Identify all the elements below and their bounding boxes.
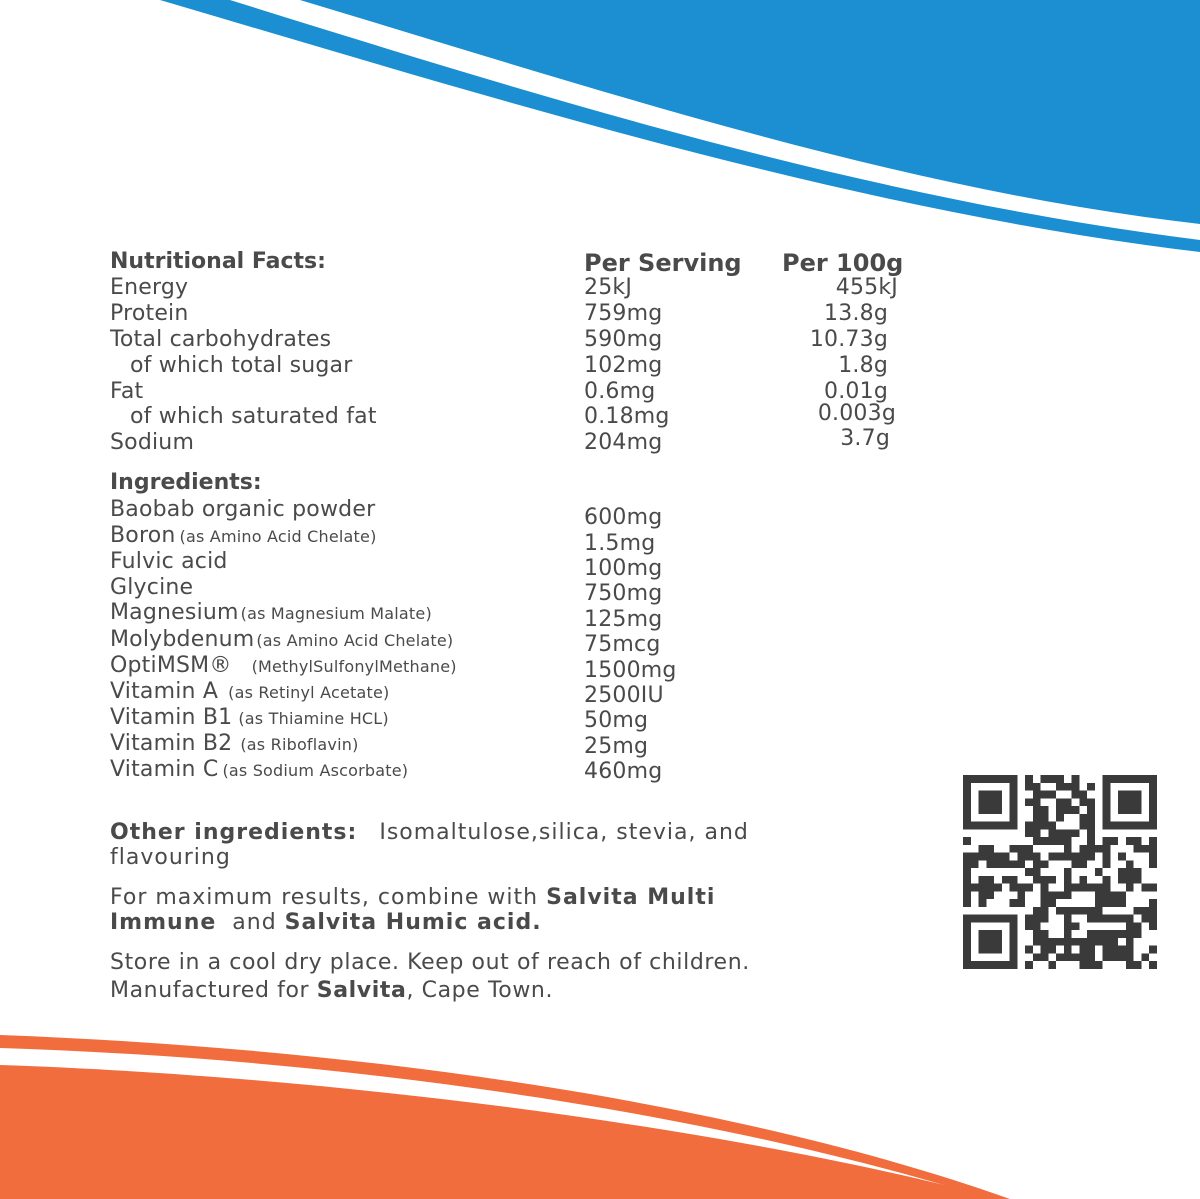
- ingredient-name: Fulvic acid: [110, 549, 228, 574]
- ingredient-amount: 1500mg: [584, 658, 677, 683]
- per-serving-value: 25kJ: [584, 275, 633, 300]
- product-multi-immune-part1: Salvita Multi: [546, 885, 716, 910]
- ingredient-amount: 125mg: [584, 607, 663, 632]
- ingredient-amount: 100mg: [584, 556, 663, 581]
- ingredient-amount: 1.5mg: [584, 531, 656, 556]
- ingredient-amount: 25mg: [584, 734, 649, 759]
- per-100g-header: Per 100g: [782, 249, 904, 277]
- per-100g-value: 13.8g: [824, 301, 888, 326]
- top-blue-wave: [0, 0, 1200, 260]
- product-humic-acid: Salvita Humic acid.: [284, 910, 542, 935]
- nutrition-title: Nutritional Facts:: [110, 249, 326, 274]
- nutrient-label: of which total sugar: [130, 353, 353, 378]
- bottom-orange-wave: [0, 1030, 1200, 1199]
- ingredient-name: Vitamin B1: [110, 705, 233, 730]
- per-serving-value: 759mg: [584, 301, 663, 326]
- ingredient-amount: 50mg: [584, 708, 649, 733]
- ingredient-name: Vitamin B2: [110, 731, 233, 756]
- nutrient-label: Energy: [110, 275, 189, 300]
- ingredient-note: (MethylSulfonylMethane): [251, 657, 457, 676]
- ingredient-name: Magnesium: [110, 600, 239, 625]
- combine-prefix: For maximum results, combine with: [110, 885, 539, 910]
- ingredient-note: (as Magnesium Malate): [240, 604, 432, 623]
- per-100g-value: 455kJ: [835, 275, 898, 300]
- qr-code-icon[interactable]: [963, 775, 1157, 969]
- ingredient-note: (as Retinyl Acetate): [228, 683, 390, 702]
- ingredient-note: (as Thiamine HCL): [238, 709, 389, 728]
- per-100g-value: 0.003g: [817, 401, 896, 426]
- nutrient-label: Sodium: [110, 430, 195, 455]
- other-ingredients-label: Other ingredients:: [110, 820, 358, 845]
- per-serving-value: 102mg: [584, 353, 663, 378]
- ingredient-note: (as Amino Acid Chelate): [179, 527, 377, 546]
- storage-instructions: Store in a cool dry place. Keep out of reach of children.: [110, 950, 750, 975]
- nutrient-label: Protein: [110, 301, 189, 326]
- per-100g-value: 3.7g: [840, 426, 890, 451]
- other-ingredients-text: Isomaltulose,silica, stevia, and: [379, 820, 749, 845]
- ingredient-name: Baobab organic powder: [110, 497, 376, 522]
- ingredients-title: Ingredients:: [110, 470, 262, 495]
- ingredient-name: Boron: [110, 523, 176, 548]
- per-100g-value: 10.73g: [809, 327, 888, 352]
- ingredient-name: Glycine: [110, 575, 194, 600]
- per-serving-value: 590mg: [584, 327, 663, 352]
- top-wave-shape: [300, 0, 1200, 224]
- per-100g-value: 1.8g: [838, 353, 888, 378]
- ingredient-amount: 460mg: [584, 759, 663, 784]
- manufactured-prefix: Manufactured for: [110, 978, 310, 1003]
- ingredient-note: (as Riboflavin): [240, 735, 359, 754]
- ingredient-amount: 750mg: [584, 581, 663, 606]
- per-100g-value: 0.01g: [824, 379, 888, 404]
- ingredient-name: Vitamin C: [110, 757, 219, 782]
- other-ingredients-line1: [110, 822, 749, 844]
- per-serving-value: 0.18mg: [584, 404, 670, 429]
- per-serving-header: Per Serving: [584, 249, 742, 277]
- ingredient-note: (as Sodium Ascorbate): [222, 761, 409, 780]
- ingredient-amount: 75mcg: [584, 632, 661, 657]
- ingredient-name: Molybdenum: [110, 627, 255, 652]
- brand-name: Salvita: [316, 978, 407, 1003]
- per-serving-value: 0.6mg: [584, 379, 656, 404]
- ingredient-amount: 600mg: [584, 505, 663, 530]
- combine-and: and: [232, 910, 277, 935]
- combine-line1: [110, 887, 715, 909]
- per-serving-value: 204mg: [584, 430, 663, 455]
- nutrient-label: Total carbohydrates: [110, 327, 332, 352]
- other-ingredients-line2: flavouring: [110, 845, 231, 870]
- nutrient-label: Fat: [110, 379, 144, 404]
- product-multi-immune-part2: Immune: [110, 910, 217, 935]
- combine-line2: [110, 912, 542, 934]
- ingredient-note: (as Amino Acid Chelate): [256, 631, 454, 650]
- ingredient-name: Vitamin A: [110, 679, 219, 704]
- manufacturer-line: [110, 980, 553, 1002]
- manufactured-suffix: , Cape Town.: [406, 978, 554, 1003]
- ingredient-name: OptiMSM®: [110, 653, 232, 678]
- ingredient-amount: 2500IU: [584, 683, 664, 708]
- nutrient-label: of which saturated fat: [130, 404, 377, 429]
